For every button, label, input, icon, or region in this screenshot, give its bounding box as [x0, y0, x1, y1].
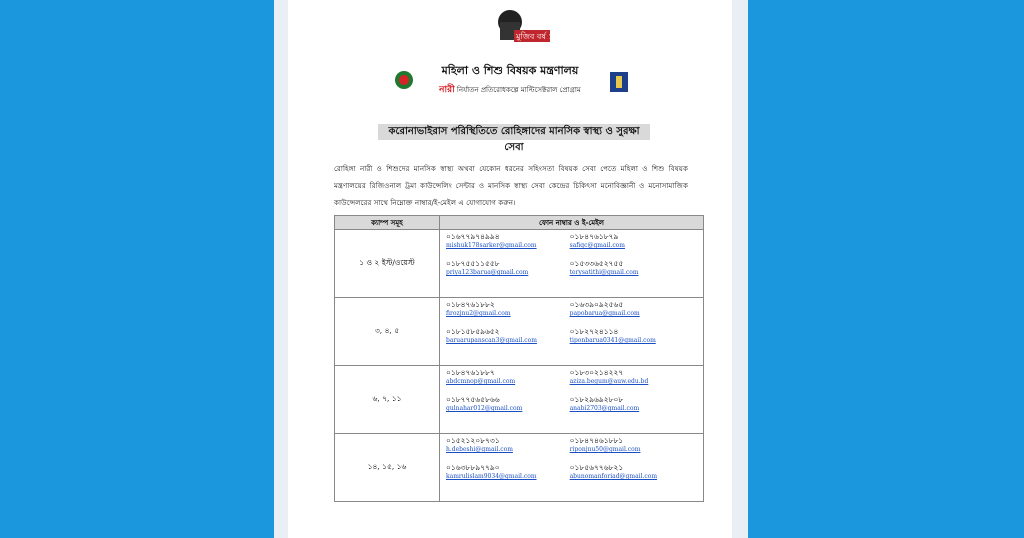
program-subtitle	[288, 82, 732, 97]
phone-number: ০১৮১৫৮৫৯৬৫২	[446, 327, 500, 336]
phone-number: ০১৮২৭২৪১১৪	[569, 327, 619, 336]
email-link[interactable]: priya123barua@gmail.com	[446, 269, 529, 276]
contact-table	[334, 215, 704, 502]
email-link[interactable]: baruarupanscan3@gmail.com	[446, 337, 537, 344]
contact-column-left	[440, 434, 564, 490]
phone-number: ০১৮৫৬৭৭৬৮২১	[569, 463, 624, 472]
section-banner: করোনাভাইরাস পরিস্থিতিতে রোহিঙ্গাদের মানসিক স্বাস্থ্য ও সুরক্ষা সেবা	[378, 124, 650, 140]
contacts-cell	[440, 298, 704, 366]
intro-paragraph: রোহিঙ্গা নারী ও শিশুদের মানসিক স্বাস্থ্য অথবা যেকোন ধরনের সহিংসতা বিষয়ক সেবা পেতে মহিলা ও শিশু বিষয়ক মন্ত্রণালয়ের রিজিওনাল ট্রমা কাউন্সেলিং সেন্টার ও মানসিক স্বাস্থ্য সেবা কেন্দ্রের চিকিৎসা মনোবিজ্ঞানী ও মনোসামাজিক কাউন্সেলরের সাথে নিম্নোক্ত নাম্বার/ই-মেইল এ যোগাযোগ করুন।	[334, 164, 688, 207]
email-link[interactable]: abdcmnop@gmail.com	[446, 378, 516, 385]
contacts-cell	[440, 434, 704, 502]
program-rest: নির্যাতন প্রতিরোধকল্পে মাল্টিসেক্টরাল প্রোগ্রাম	[456, 86, 581, 94]
contact-column-left	[440, 366, 564, 422]
contact-column-right	[564, 298, 688, 354]
phone-number: ০১৬৩৯০৯২৫৬৫	[569, 300, 624, 309]
table-row	[335, 366, 704, 434]
table-row	[335, 434, 704, 502]
phone-number: ০১৮৭৫৫১১৫৫৮	[446, 259, 500, 268]
phone-number: ০১৫৩৩৬৫২৭৫৫	[569, 259, 624, 268]
phone-number: ০১৮৪৭৬১৮৮৭	[446, 368, 495, 377]
contacts-cell	[440, 366, 704, 434]
document-sheet	[288, 0, 732, 538]
phone-number: ০১৮৭৭৫৬৫৮৬৬	[446, 395, 500, 404]
phone-number: ০১৬৭৭৯৭৪৯৯৪	[446, 232, 500, 241]
phone-number: ০১৮৪৭৬১৮৭৯	[569, 232, 619, 241]
contact-column-left	[440, 298, 564, 354]
contact-column-right	[564, 230, 688, 286]
camp-name: ১৪, ১৫, ১৬	[335, 434, 440, 502]
header-contacts: ফোন নাম্বার ও ই-মেইল	[440, 216, 704, 230]
email-link[interactable]: firozjnu2@gmail.com	[446, 310, 511, 317]
email-link[interactable]: riponjnu50@gmail.com	[569, 446, 641, 453]
mujib-borsho-logo	[492, 8, 564, 46]
camp-name: ৩, ৪, ৫	[335, 298, 440, 366]
email-link[interactable]: aziza.begum@auw.edu.bd	[569, 378, 649, 385]
email-link[interactable]: terysatithi@gmail.com	[569, 269, 639, 276]
camp-name: ৬, ৭, ১১	[335, 366, 440, 434]
contact-column-right	[564, 434, 688, 490]
email-link[interactable]: abunomanforiad@gmail.com	[569, 473, 658, 480]
camp-name: ১ ও ২ ইস্ট/ওয়েস্ট	[335, 230, 440, 298]
mujib-logo-text: মুজিব বর্ষ ১০০	[516, 32, 564, 41]
contact-column-left	[440, 230, 564, 286]
email-link[interactable]: papobarua@gmail.com	[569, 310, 640, 317]
ministry-title: মহিলা ও শিশু বিষয়ক মন্ত্রণালয়	[441, 64, 579, 77]
email-link[interactable]: anabi2703@gmail.com	[569, 405, 640, 412]
email-link[interactable]: gulnahar012@gmail.com	[446, 405, 523, 412]
phone-number: ০১৮২৯৬৯২৮০৮	[569, 395, 624, 404]
phone-number: ০১৬৩৮৮৯৭৭৯০	[446, 463, 500, 472]
program-nari: নারী	[439, 85, 455, 95]
header-camps: ক্যাম্প সমূহ	[335, 216, 440, 230]
document-page	[274, 0, 748, 538]
email-link[interactable]: mishuk178sarker@gmail.com	[446, 242, 537, 249]
email-link[interactable]: kamrulislam9034@gmail.com	[446, 473, 537, 480]
email-link[interactable]: h.debeshi@gmail.com	[446, 446, 513, 453]
table-row	[335, 298, 704, 366]
phone-number: ০১৮৪৭৬১৮৮২	[446, 300, 495, 309]
contacts-cell	[440, 230, 704, 298]
table-row	[335, 230, 704, 298]
phone-number: ০১৮৪৭৪৬১৮৮১	[569, 436, 624, 445]
phone-number: ০১৮৩০২১৪২২৭	[569, 368, 624, 377]
contact-column-right	[564, 366, 688, 422]
email-link[interactable]: safiqc@gmail.com	[569, 242, 625, 249]
program-emblem-icon	[608, 70, 630, 94]
email-link[interactable]: tiponbarua0341@gmail.com	[569, 337, 656, 344]
phone-number: ০১৫২১২০৮৭৩১	[446, 436, 500, 445]
